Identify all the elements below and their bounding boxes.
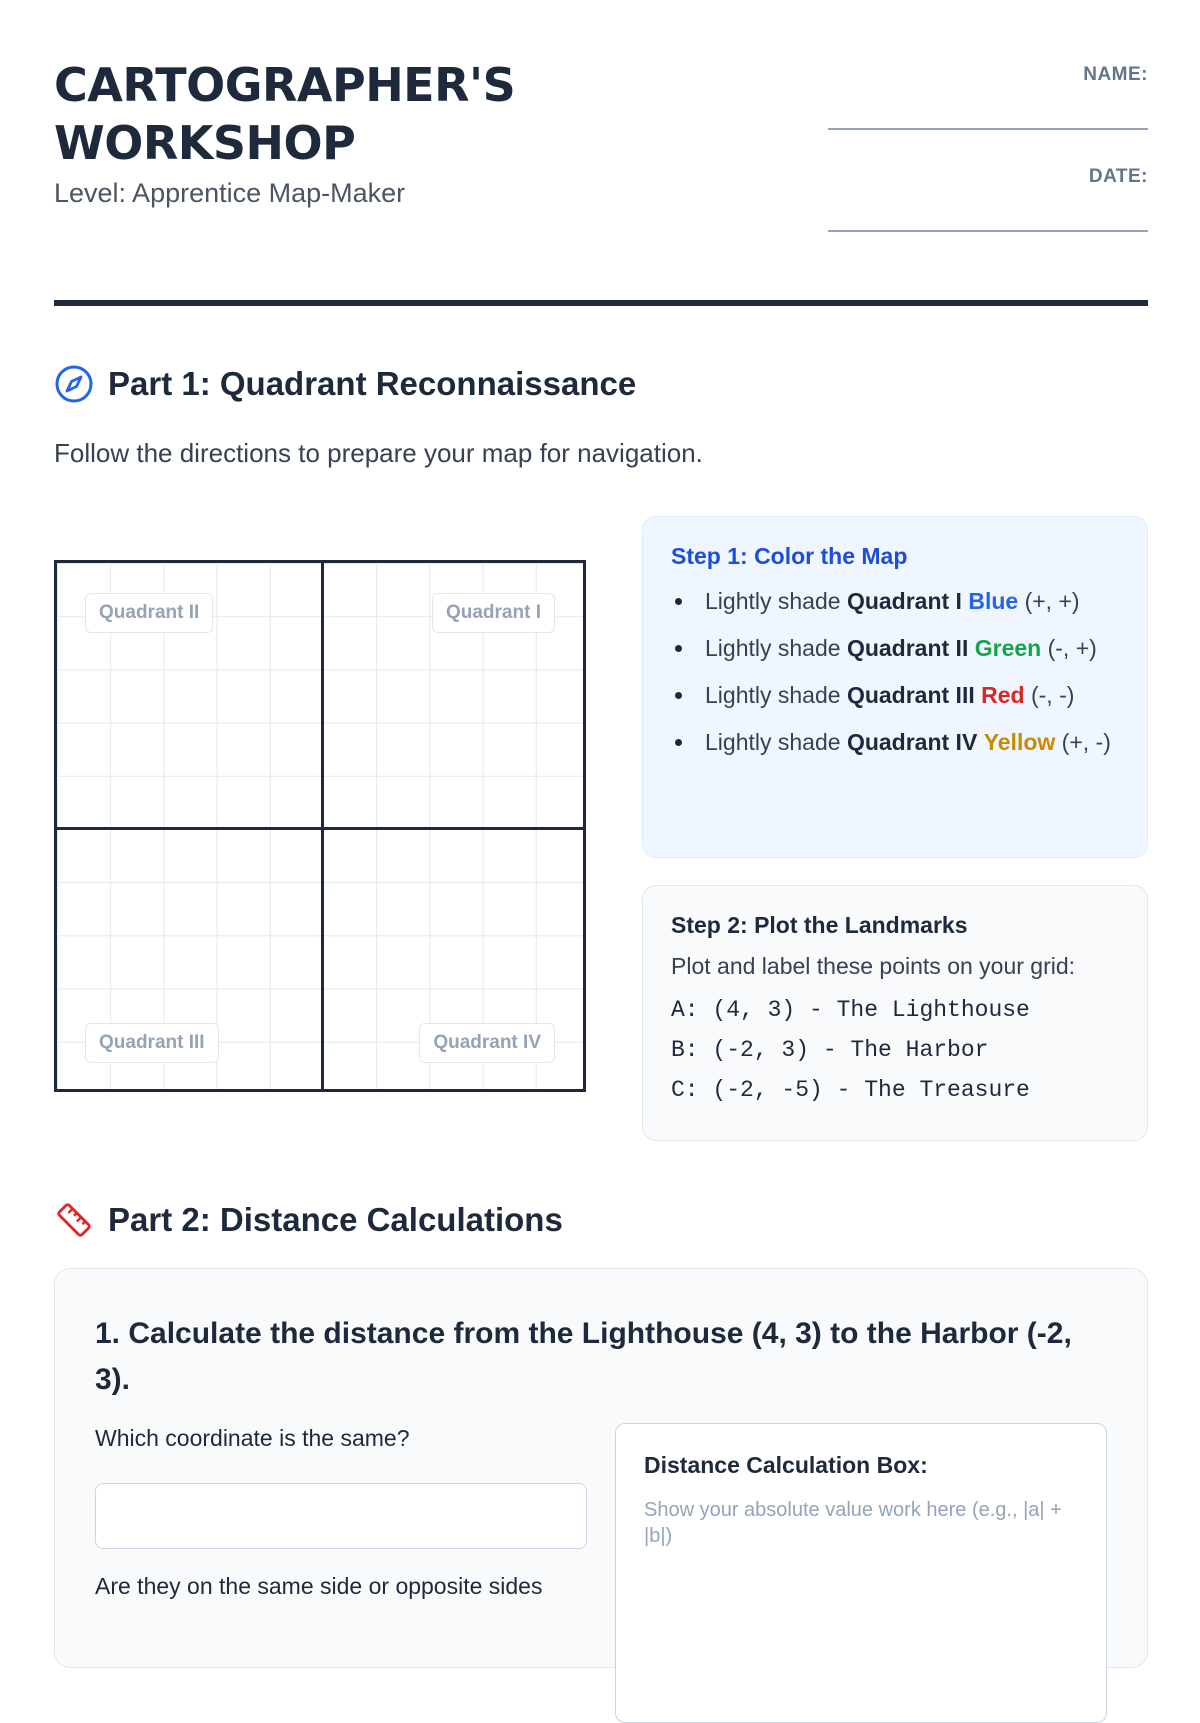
list-item bbox=[671, 584, 1119, 618]
item-quadrant: Quadrant II bbox=[846, 635, 969, 661]
header-divider bbox=[54, 300, 1148, 306]
step2-intro: Plot and label these points on your grid: bbox=[671, 953, 1076, 979]
item-sign: (-, +) bbox=[1041, 635, 1097, 661]
item-sign: (+, -) bbox=[1055, 729, 1111, 755]
level-subtitle: Level: Apprentice Map-Maker bbox=[54, 178, 406, 208]
worksheet-header bbox=[54, 56, 1148, 306]
sides-prompt: Are they on the same side or opposite sides bbox=[95, 1573, 543, 1599]
coordinate-grid[interactable] bbox=[54, 560, 586, 1092]
part1-heading bbox=[54, 364, 636, 404]
item-sign: (+, +) bbox=[1018, 588, 1080, 614]
quadrant-4-label: Quadrant IV bbox=[419, 1023, 555, 1063]
list-item bbox=[671, 725, 1119, 759]
landmark-point-a: A: (4, 3) - The Lighthouse bbox=[671, 997, 1030, 1023]
step1-list bbox=[671, 584, 1119, 759]
quadrant-2-label: Quadrant II bbox=[85, 593, 213, 633]
calc-box-title: Distance Calculation Box: bbox=[644, 1452, 928, 1478]
list-item bbox=[671, 631, 1119, 665]
item-prefix: Lightly shade bbox=[705, 635, 847, 661]
page-title bbox=[54, 56, 515, 172]
item-prefix: Lightly shade bbox=[705, 588, 847, 614]
date-label: DATE: bbox=[1088, 166, 1148, 187]
question-card bbox=[54, 1268, 1148, 1668]
part2-title: Part 2: Distance Calculations bbox=[108, 1201, 563, 1238]
calc-box-hint: Show your absolute value work here (e.g., |a| + |b|) bbox=[644, 1499, 1062, 1547]
color-word: Red bbox=[981, 682, 1025, 708]
quadrant-3-label: Quadrant III bbox=[85, 1023, 219, 1063]
item-prefix: Lightly shade bbox=[705, 729, 847, 755]
name-field[interactable] bbox=[828, 128, 1148, 130]
y-axis bbox=[321, 563, 324, 1089]
item-quadrant: Quadrant IV bbox=[846, 729, 978, 755]
color-word: Blue bbox=[968, 588, 1019, 614]
part1-title: Part 1: Quadrant Reconnaissance bbox=[108, 365, 637, 402]
landmark-point-c: C: (-2, -5) - The Treasure bbox=[671, 1077, 1030, 1103]
title-line-1: CARTOGRAPHER'S bbox=[54, 58, 516, 112]
color-word: Green bbox=[974, 635, 1042, 661]
step2-box bbox=[642, 885, 1148, 1141]
x-axis bbox=[57, 827, 583, 830]
same-coordinate-prompt: Which coordinate is the same? bbox=[95, 1425, 410, 1451]
step1-box bbox=[642, 516, 1148, 858]
step2-title: Step 2: Plot the Landmarks bbox=[671, 912, 968, 938]
item-prefix: Lightly shade bbox=[705, 682, 847, 708]
distance-calculation-box[interactable] bbox=[615, 1423, 1107, 1723]
item-quadrant: Quadrant I bbox=[846, 588, 962, 614]
item-sign: (-, -) bbox=[1024, 682, 1075, 708]
same-coordinate-input[interactable] bbox=[95, 1483, 587, 1549]
date-field[interactable] bbox=[828, 230, 1148, 232]
quadrant-1-label: Quadrant I bbox=[432, 593, 555, 633]
color-word: Yellow bbox=[983, 729, 1056, 755]
item-quadrant: Quadrant III bbox=[846, 682, 975, 708]
compass-icon bbox=[54, 364, 94, 404]
landmark-point-b: B: (-2, 3) - The Harbor bbox=[671, 1037, 989, 1063]
part2-heading bbox=[54, 1200, 563, 1240]
ruler-icon bbox=[54, 1200, 94, 1240]
list-item bbox=[671, 678, 1119, 712]
name-label: NAME: bbox=[1083, 64, 1148, 85]
title-line-2: WORKSHOP bbox=[54, 116, 356, 170]
part1-intro: Follow the directions to prepare your map for navigation. bbox=[54, 438, 703, 468]
question-1-title: 1. Calculate the distance from the Lighthouse (4, 3) to the Harbor (-2, 3). bbox=[95, 1317, 1072, 1396]
step1-title: Step 1: Color the Map bbox=[671, 543, 908, 569]
